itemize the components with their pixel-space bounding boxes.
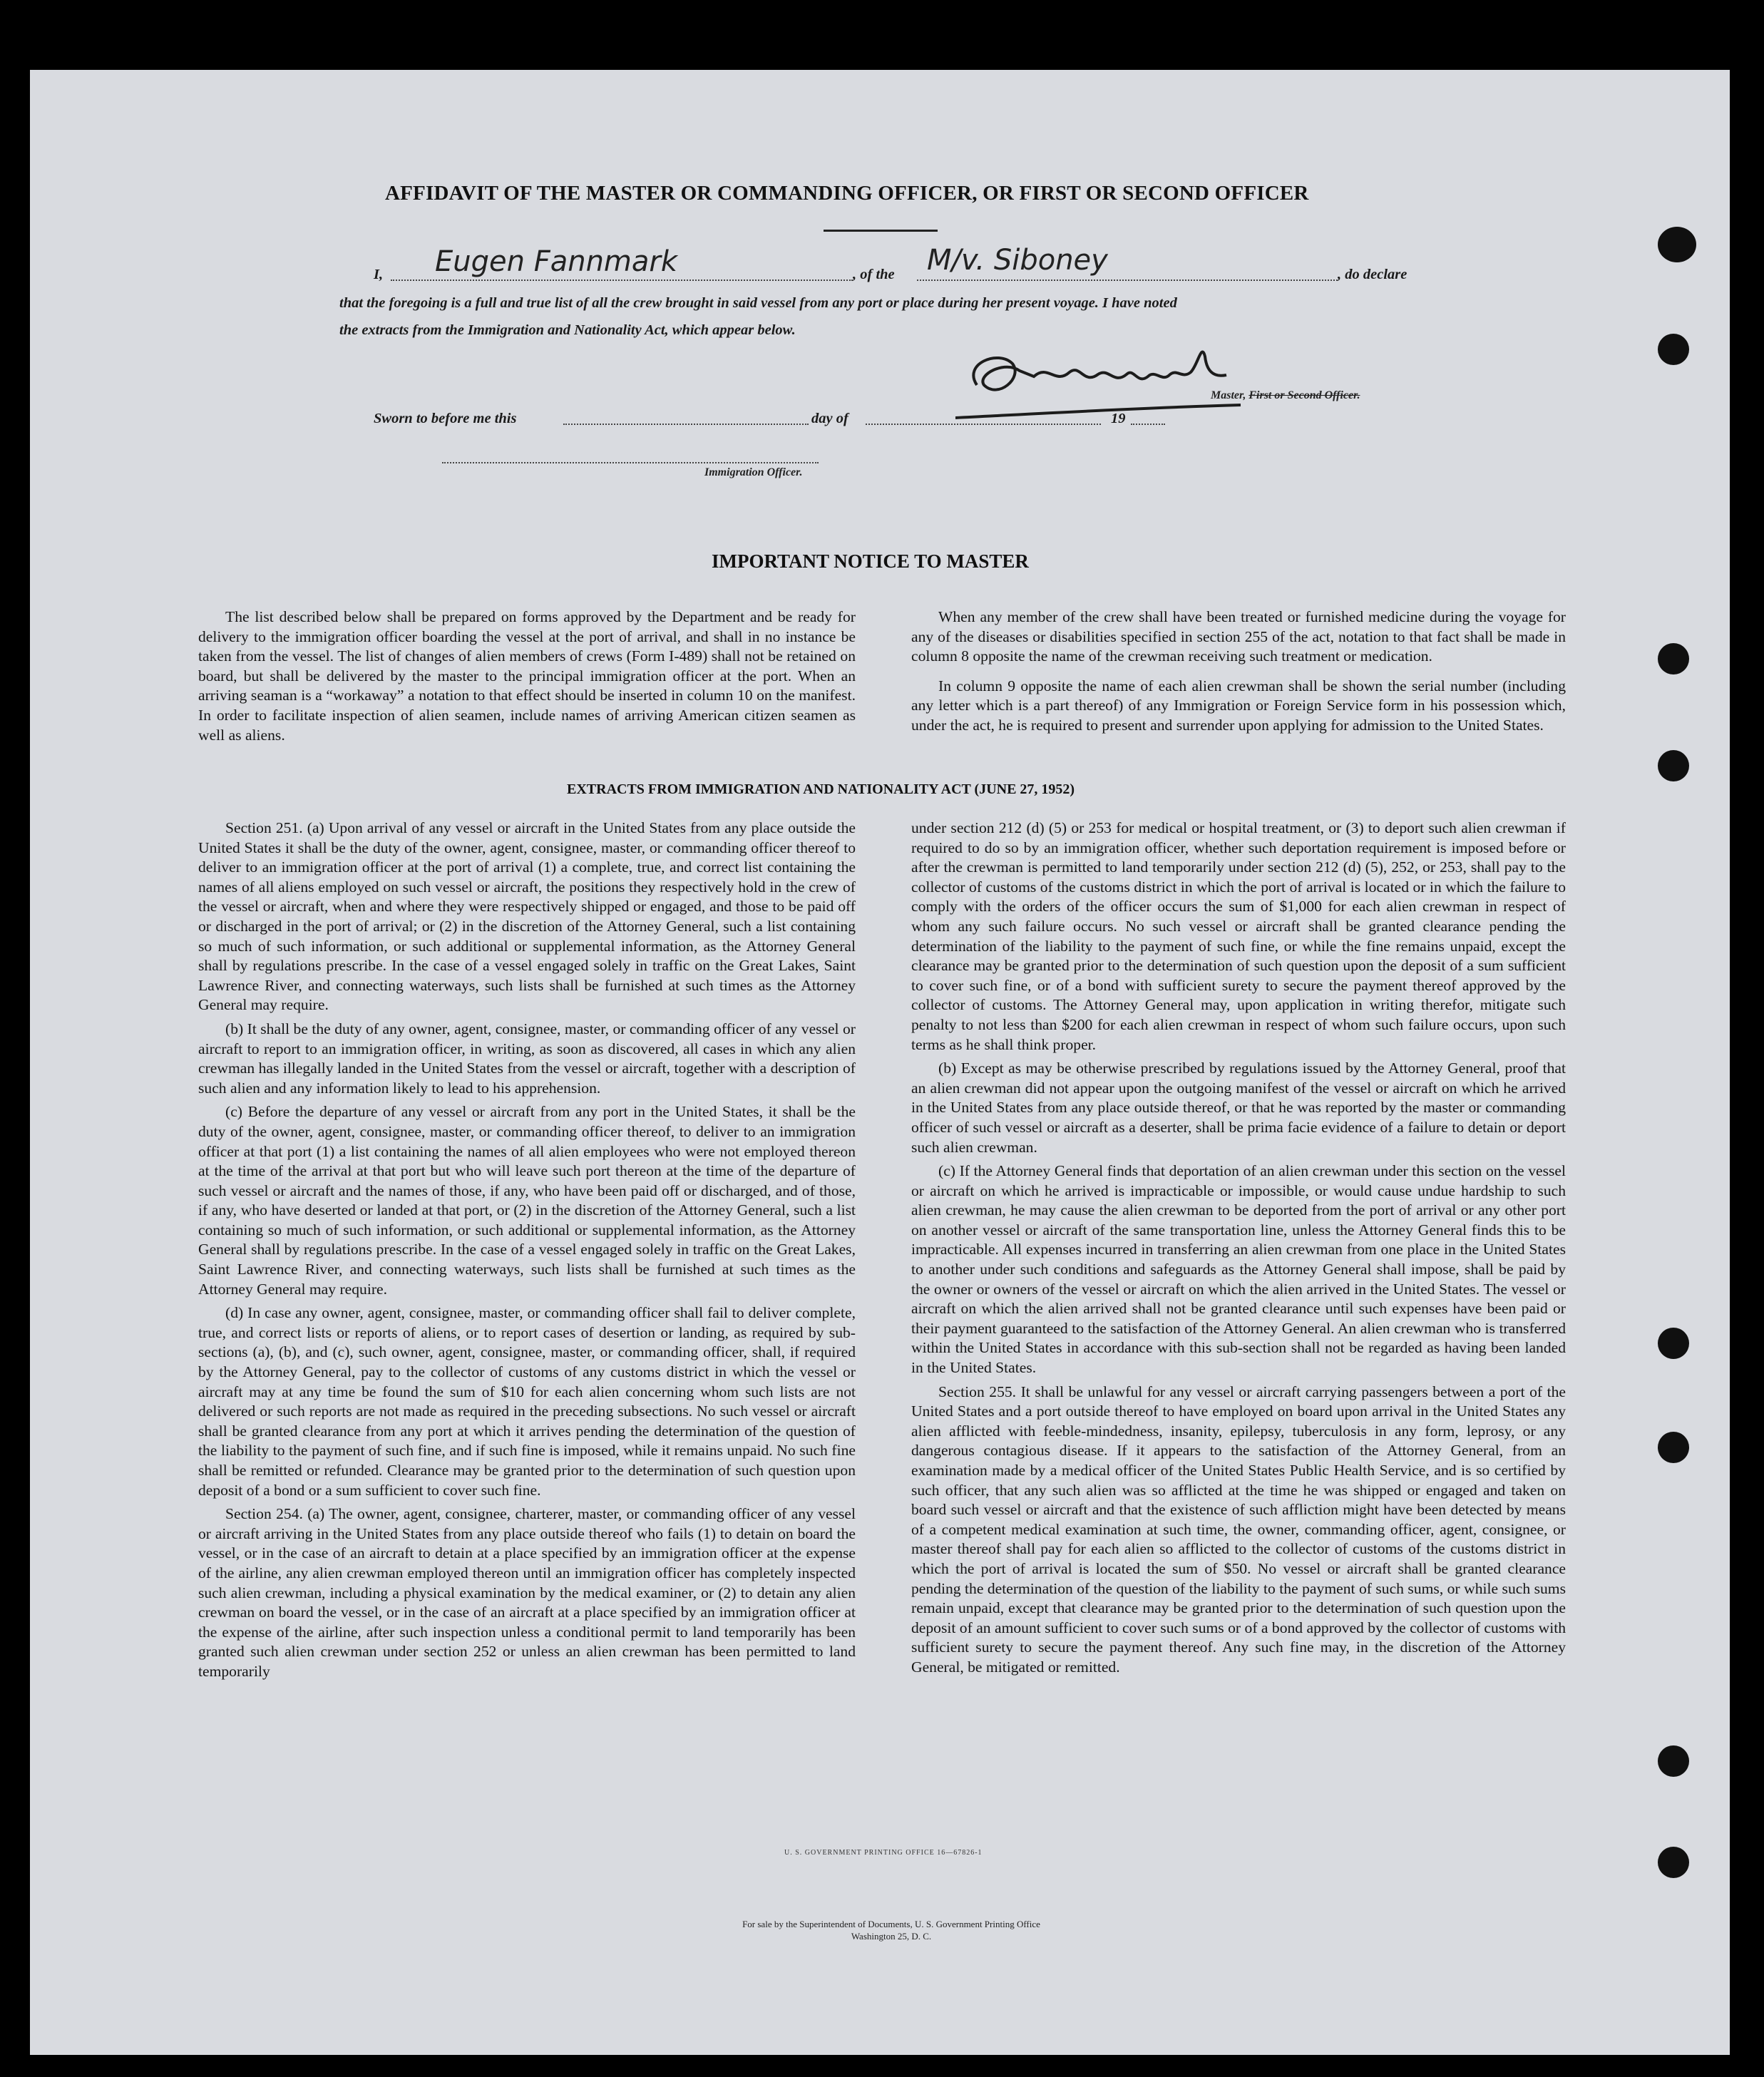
binder-hole [1658, 1745, 1689, 1777]
notice-paragraph: When any member of the crew shall have been treated or furnished medicine during the voyage for any of the diseases or disabilities specified in section 255 of the act, notation to that fact shall be made in column 8 opposite the name of the crewman receiving such treatment or medication. [911, 608, 1566, 665]
notice-paragraph: The list described below shall be prepared on forms approved by the Department and be ready for delivery to the immigration officer boarding the vessel at the port of arrival, and shall in no instance be taken from the vessel. The list of changes of alien members of crews (Form I-489) shall not be retained on board, but shall be delivered by the master to the principal immigration officer at the port. When an arriving seaman is a “workaway” a notation to that effect should be inserted in column 10 on the manifest. In order to facilitate inspection of alien seamen, include names of arriving American citizen seamen as well as aliens. [198, 608, 856, 744]
officer-label: Immigration Officer. [704, 466, 803, 478]
footer-line: Washington 25, D. C. [851, 1931, 932, 1942]
binder-hole [1658, 643, 1689, 675]
vessel-handwritten: M/v. Siboney [927, 244, 1108, 277]
title-divider [824, 230, 938, 232]
day-of-label: day of [811, 411, 848, 426]
act-section-paragraph: under section 212 (d) (5) or 253 for medical or hospital treatment, or (3) to deport such alien crewman if required to do so by an immigration officer, whether such deportation requirement is imposed before or after the crewman is permitted to land temporarily under section 212 (d) (5), 252, or 253, shall pay to the collector of customs of the customs district in which the port of arrival is located or in which the failure to comply with the orders of the officer occurs the sum of $1,000 for each alien crewman in respect of whom any such failure occurs. No such vessel or aircraft shall be granted clearance pending the determination of the liability to the payment of such fine, or while the fine remains unpaid, except the clearance may be granted prior to the determination of such question upon the deposit of a sum sufficient to cover such fine, or of a bond with sufficient surety to secure the payment thereof approved by the collector of customs. The Attorney General may, upon application in writing therefor, mitigate such penalty to not less than $200 for each alien crewman in respect of whom such failure occurs, upon such terms as he shall think proper. [911, 819, 1566, 1053]
year-line [1131, 424, 1165, 425]
binder-hole [1658, 750, 1689, 781]
master-signature [955, 335, 1255, 428]
act-section-paragraph: Section 255. It shall be unlawful for any vessel or aircraft carrying passengers between a port of the United States and a port outside thereof to have employed on board upon arrival in the United States any alien afflicted with feeble-mindedness, insanity, epilepsy, tuberculosis in any form, leprosy, or any dangerous contagious disease. If it appears to the satisfaction of the Attorney General, from an examination made by a medical officer of the United States Public Health Service, and is so certified by such officer, that any such alien was so afflicted at the time he was shipped or engaged and taken on board such vessel or aircraft and that the existence of such affliction might have been detected by means of a competent medical examination at such time, the owner, commanding officer, agent, consignee, or master thereof shall pay for each alien so afflicted to the collector of customs of the customs district in which the port of arrival is located the sum of $50. No vessel or aircraft shall be granted clearance pending the determination of the question of the liability to the payment of such sums, or while such sums remain unpaid, except that clearance may be granted prior to the determination of such question upon the deposit of an amount sufficient to cover such sums or of a bond approved by the collector of customs with sufficient surety to secure the payment thereof. Any such fine may, in the discretion of the Attorney General, be mitigated or remitted. [911, 1383, 1566, 1676]
extracts-right-column [911, 819, 1566, 1682]
officer-signature-line [442, 462, 819, 463]
struck-officer-label: First or Second Officer. [1248, 389, 1360, 401]
master-name-handwritten: Eugen Fannmark [435, 245, 677, 278]
declare-label: , do declare [1338, 267, 1407, 282]
binder-hole [1658, 1328, 1689, 1359]
extracts-heading: EXTRACTS FROM IMMIGRATION AND NATIONALITY ACT (JUNE 27, 1952) [567, 781, 1075, 797]
declaration-line-3: the extracts from the Immigration and Nationality Act, which appear below. [339, 322, 796, 338]
sworn-day-line [563, 424, 809, 425]
sworn-prefix: Sworn to before me this [374, 411, 517, 426]
notice-right-column [911, 607, 1566, 740]
extracts-left-column [198, 819, 856, 1686]
affidavit-title: AFFIDAVIT OF THE MASTER OR COMMANDING OFFICER, OR FIRST OR SECOND OFFICER [385, 182, 1309, 205]
master-title [1211, 389, 1360, 402]
act-section-paragraph: (b) Except as may be otherwise prescribed by regulations issued by the Attorney General, proof that an alien crewman did not appear upon the outgoing manifest of the vessel or aircraft on which he arrived in the United States from any place outside thereof, or that he was reported by the master or commanding officer of such vessel or aircraft as a deserter, shall be prima facie evidence of a failure to detain or deport such alien crewman. [911, 1060, 1566, 1156]
vessel-line [917, 280, 1338, 281]
notice-left-column [198, 607, 856, 749]
act-section-paragraph: (d) In case any owner, agent, consignee, master, or commanding officer shall fail to deliver complete, true, and correct lists or reports of aliens, or to report cases of desertion or landing, as required by sub-sections (a), (b), and (c), such owner, agent, consignee, master, or commanding officer, shall, if required by the Attorney General, pay to the collector of customs of any customs district in which the vessel or aircraft may at any time be found the sum of $10 for each alien concerning whom such lists are not delivered or such reports are not made as required in the preceding subsections. No such vessel or aircraft shall be granted clearance from any port at which it arrives pending the determination of the question of the liability to the payment of such fine, and if such fine is imposed, while it remains unpaid. No such fine shall be remitted or refunded. Clearance may be granted prior to the determination of such question upon deposit of a bond or a sum sufficient to cover such fine. [198, 1304, 856, 1499]
of-the-label: , of the [853, 267, 895, 282]
printer-mark: U. S. GOVERNMENT PRINTING OFFICE 16—67826-1 [784, 1849, 983, 1857]
year-prefix: 19 [1111, 411, 1126, 426]
sale-footer [642, 1918, 1141, 1942]
master-label: Master, [1211, 389, 1246, 401]
notice-title: IMPORTANT NOTICE TO MASTER [712, 550, 1029, 572]
notice-paragraph: In column 9 opposite the name of each alien crewman shall be shown the serial number (including any letter which is a part thereof) of any Immigration or Foreign Service form in his possession which, under the act, he is required to present and surrender upon applying for admission to the United States. [911, 677, 1566, 734]
master-name-line [391, 280, 853, 281]
binder-hole [1658, 1847, 1689, 1878]
act-section-paragraph: (b) It shall be the duty of any owner, agent, consignee, master, or commanding officer of any vessel or aircraft to report to an immigration officer, in writing, as soon as discovered, all cases in which any alien crewman has illegally landed in the United States from the vessel or aircraft, together with a description of such alien and any information likely to lead to his apprehension. [198, 1020, 856, 1097]
footer-line: For sale by the Superintendent of Documents, U. S. Government Printing Office [742, 1919, 1040, 1929]
sworn-month-line [866, 424, 1101, 425]
act-section-paragraph: Section 251. (a) Upon arrival of any vessel or aircraft in the United States from any place outside the United States it shall be the duty of the owner, agent, consignee, master, or commanding officer thereof to deliver to an immigration officer at the port of arrival (1) a complete, true, and correct list containing the names of all aliens employed on such vessel or aircraft, the positions they respectively hold in the crew of the vessel or aircraft, when and where they were respectively shipped or engaged, and those to be paid off or discharged in the port of arrival; or (2) in the discretion of the Attorney General, such a list containing so much of such information, or such additional or supplemental information, as the Attorney General shall by regulations prescribe. In the case of a vessel engaged solely in traffic on the Great Lakes, Saint Lawrence River, and connecting waterways, such lists shall be furnished at such times as the Attorney General may require. [198, 819, 856, 1014]
binder-hole [1658, 1432, 1689, 1463]
declarant-prefix: I, [374, 267, 384, 282]
act-section-paragraph: Section 254. (a) The owner, agent, consignee, charterer, master, or commanding officer of any vessel or aircraft arriving in the United States from any place outside thereof who fails (1) to detain on board the vessel, or in the case of an aircraft to detain at a place specified by an immigration officer at the expense of the airline, any alien crewman employed thereon until an immigration officer has completely inspected such alien crewman, including a physical examination by the medical examiner, or (2) to detain any alien crewman on board the vessel, or in the case of an aircraft at a place specified by an immigration officer at the expense of the airline, after such inspection unless a conditional permit to land temporarily has been granted such alien crewman under section 252 or unless an alien crewman has been permitted to land temporarily [198, 1505, 856, 1680]
act-section-paragraph: (c) Before the departure of any vessel or aircraft from any port in the United States, it shall be the duty of the owner, agent, consignee, master, or commanding officer thereof, to deliver to an immigration officer at that port (1) a list containing the names of all alien employees who were not employed thereon at the time of the arrival at that port but who will leave such port thereon at the time of the departure of such vessel or aircraft and the names of those, if any, who have been paid off or discharged, and of those, if any, who have deserted or landed at that port, or (2) in the discretion of the Attorney General, such a list containing so much of such information, or such additional or supplemental information, as the Attorney General shall by regulations prescribe. In the case of a vessel engaged solely in traffic on the Great Lakes, Saint Lawrence River, and connecting waterways, such lists shall be furnished at such times as the Attorney General may require. [198, 1103, 856, 1298]
binder-hole [1658, 334, 1689, 365]
declaration-line-2: that the foregoing is a full and true list of all the crew brought in said vessel from any port or place during her present voyage. I have noted [339, 295, 1177, 311]
act-section-paragraph: (c) If the Attorney General finds that deportation of an alien crewman under this section on the vessel or aircraft on which he arrived is impracticable or impossible, or would cause undue hardship to such alien crewman, he may cause the alien crewman to be deported from the port of arrival or any other port on another vessel or aircraft of the same transportation line, unless the Attorney General finds this to be impracticable. All expenses incurred in transferring an alien crewman from one place in the United States to another under such conditions and safeguards as the Attorney General shall impose, shall be paid by the owner or owners of the vessel or aircraft on which the alien arrived in the United States. The vessel or aircraft on which the alien arrived shall not be granted clearance until such expenses have been paid or their payment guaranteed to the satisfaction of the Attorney General. An alien crewman who is transferred within the United States in accordance with this sub-section shall not be regarded as having been landed in the United States. [911, 1162, 1566, 1377]
binder-hole [1658, 227, 1696, 262]
